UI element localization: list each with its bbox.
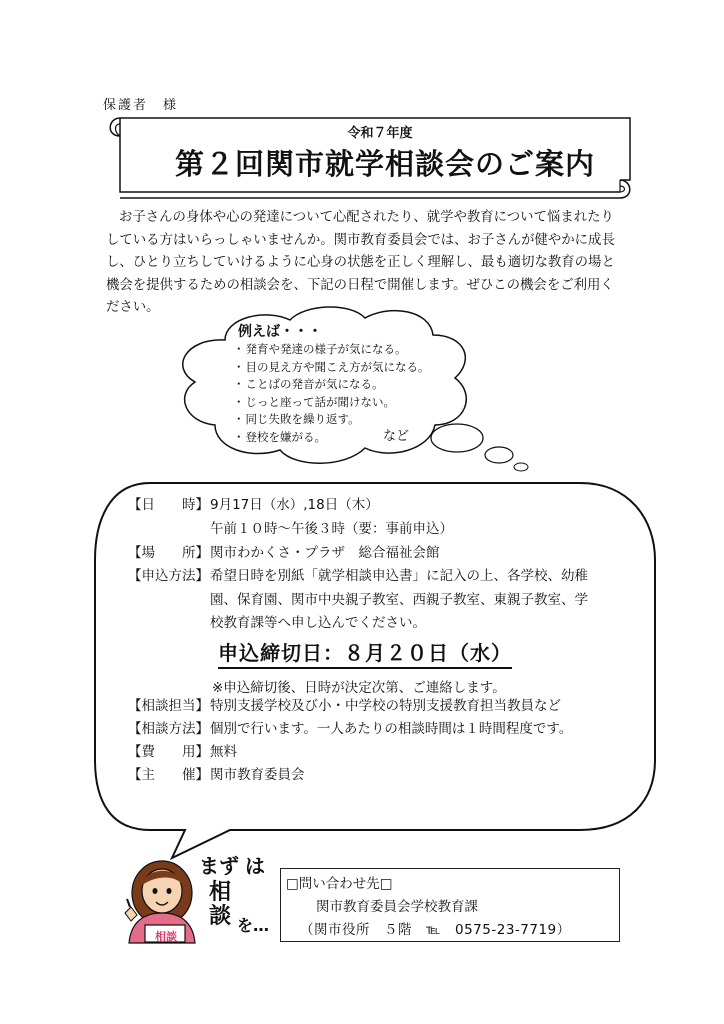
- place-row: [128, 542, 605, 566]
- desk-sign-label: 相談: [155, 930, 177, 943]
- deadline-note: ※申込締切後、日時が決定次第、ご連絡します。: [212, 680, 506, 696]
- method-label: 【相談方法】: [128, 721, 209, 737]
- host-value: 関市教育委員会: [210, 767, 305, 783]
- addressee: 保護者 様: [103, 98, 179, 113]
- staff-row: [128, 695, 630, 719]
- date-value: [210, 494, 605, 541]
- date-row: [128, 494, 605, 541]
- consultant-woman-illustration: [117, 855, 282, 945]
- examples-heading: 例えば・・・: [238, 324, 322, 340]
- date-label: 【日 時】: [128, 497, 209, 513]
- svg-text:を…: を…: [237, 916, 270, 935]
- fee-value: 無料: [210, 744, 237, 760]
- staff-label: 【相談担当】: [128, 698, 209, 714]
- examples-etc: など: [383, 429, 410, 444]
- method-value: 個別で行います。一人あたりの相談時間は１時間程度です。: [210, 721, 573, 737]
- list-item: ・ ことばの発音が気になる。: [245, 376, 430, 394]
- apply-row: [128, 565, 600, 636]
- contact-address: （関市役所 ５階 ℡ 0575-23-7719）: [300, 922, 571, 938]
- deadline-banner: 申込締切日：８月２０日（水）: [218, 637, 512, 669]
- list-item: ・ 発育や発達の様子が気になる。: [245, 341, 430, 359]
- staff-value: 特別支援学校及び小・中学校の特別支援教育担当教員など: [210, 698, 561, 714]
- host-label: 【主 催】: [128, 767, 209, 783]
- list-item: ・ 登校を嫌がる。: [245, 429, 430, 447]
- svg-text:談: 談: [209, 904, 232, 929]
- method-row: [128, 718, 630, 742]
- contact-department: 関市教育委員会学校教育課: [316, 899, 478, 915]
- host-row: [128, 764, 605, 788]
- list-item: ・ じっと座って話が聞けない。: [245, 394, 430, 412]
- fiscal-year-label: 令和７年度: [347, 126, 413, 141]
- svg-text:は: は: [245, 855, 265, 878]
- date-line1: 9月17日（水）,18日（木）: [210, 497, 379, 513]
- apply-value: 希望日時を別紙「就学相談申込書」に記入の上、各学校、幼稚園、保育園、関市中央親子教室、西親子教室、東親子教室、学校教育課等へ申し込んでください。: [210, 568, 588, 631]
- intro-text: お子さんの身体や心の発達について心配されたり、就学や教育について悩まれたりしている方はいらっしゃいませんか。関市教育委員会では、お子さんが健やかに成長し、ひとり立ちしていけるように心身の状態を正しく理解し、最も適切な教育の場と機会を提供するための相談会を、下記の日程で開催します。ぜひこの機会をご利用ください。: [106, 210, 615, 315]
- fee-label: 【費 用】: [128, 744, 209, 760]
- apply-label: 【申込方法】: [128, 568, 209, 584]
- list-item: ・ 目の見え方や聞こえ方が気になる。: [245, 359, 430, 377]
- list-item: ・ 同じ失敗を繰り返す。: [245, 411, 430, 429]
- contact-title: □問い合わせ先□: [286, 876, 393, 892]
- svg-text:相: 相: [209, 880, 232, 905]
- date-line2: 午前１０時～午後３時（要：事前申込）: [210, 520, 453, 537]
- place-label: 【場 所】: [128, 545, 209, 561]
- fee-row: [128, 741, 605, 765]
- place-value: 関市わかくさ・プラザ 総合福祉会館: [210, 545, 440, 561]
- page-title: 第２回関市就学相談会のご案内: [174, 147, 595, 181]
- svg-text:まず: まず: [199, 855, 239, 878]
